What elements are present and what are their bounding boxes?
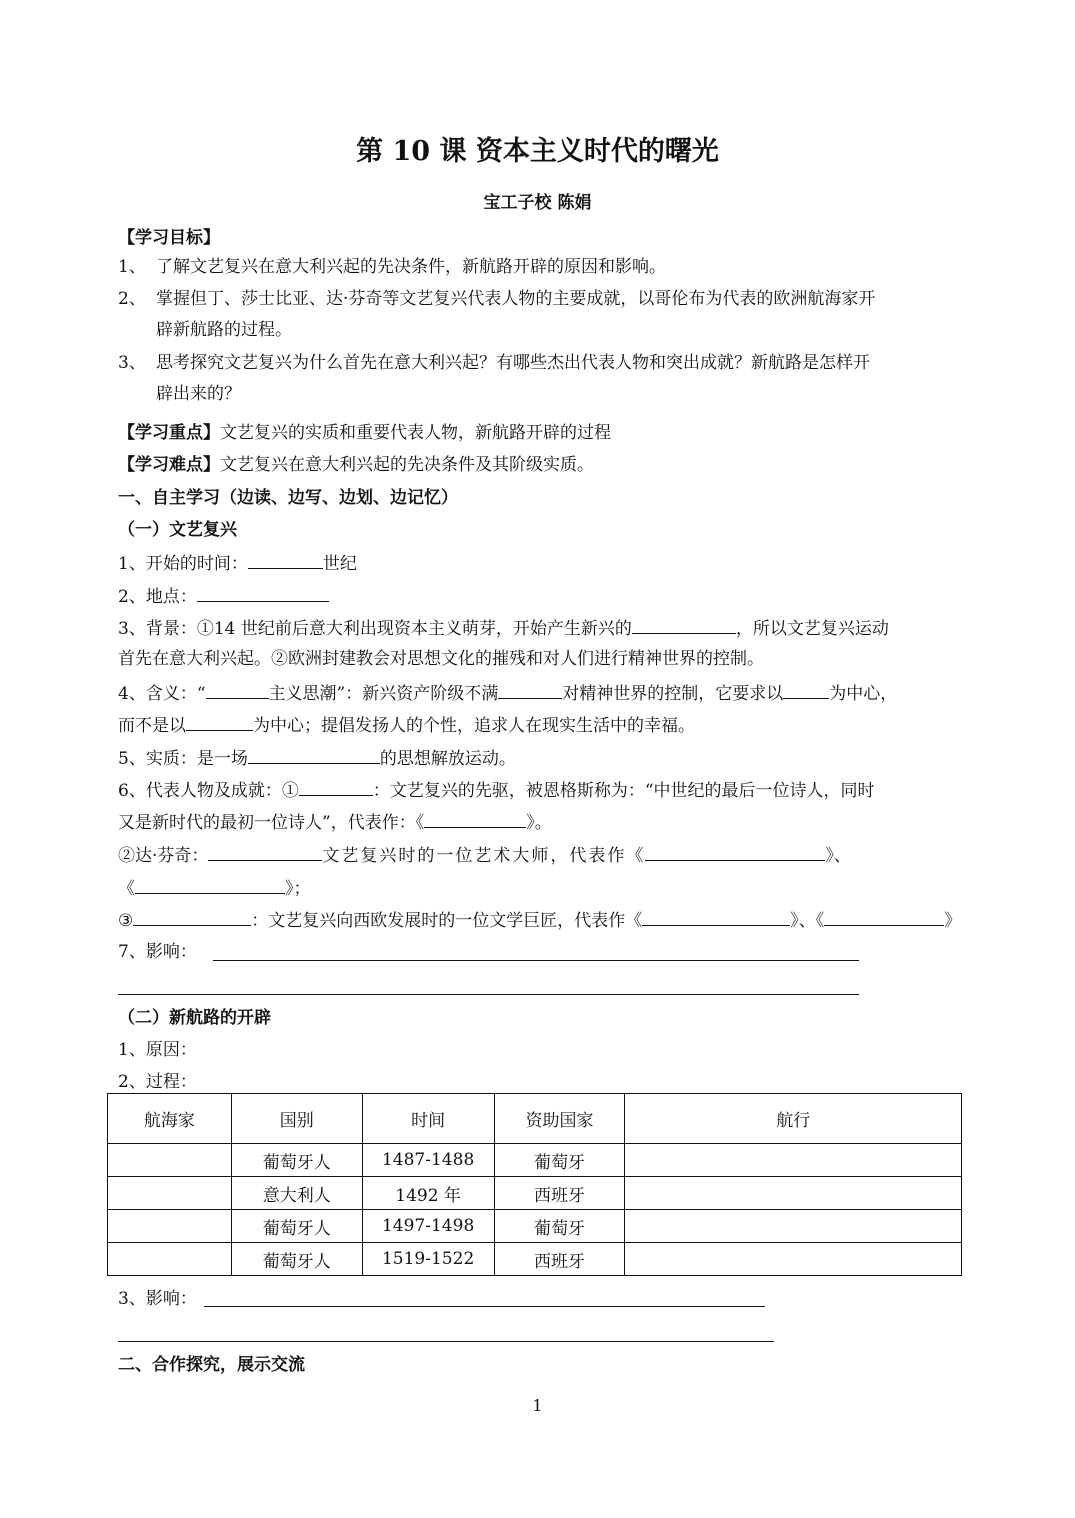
header-nationality: 国别 [231,1094,362,1144]
key-points-text: 文艺复兴的实质和重要代表人物，新航路开辟的过程 [220,423,611,443]
page-number: 1 [532,1396,543,1415]
q3-blank[interactable] [632,616,736,634]
cell-nationality: 葡萄牙人 [231,1210,362,1243]
q6-blank-5[interactable] [135,876,285,894]
table-header-row [108,1094,962,1144]
cell-voyage[interactable] [625,1177,962,1210]
cell-time: 1519-1522 [362,1243,494,1276]
cell-nationality: 意大利人 [231,1177,362,1210]
difficult-points-label: 【学习难点】 [118,455,220,475]
q6-blank-3[interactable] [208,843,322,861]
difficult-points-text: 文艺复兴在意大利兴起的先决条件及其阶级实质。 [220,455,594,475]
table-row [108,1210,962,1243]
q6-blank-7[interactable] [642,908,790,926]
cell-voyage[interactable] [625,1210,962,1243]
cell-time: 1492 年 [362,1177,494,1210]
cell-time: 1497-1498 [362,1210,494,1243]
table-row [108,1177,962,1210]
q7-answer-line-1[interactable] [213,960,859,961]
q6-blank-6[interactable] [133,908,251,926]
n2-process: 2、过程： [118,1072,197,1092]
q6-blank-2[interactable] [424,810,526,828]
objective-3-text-cont: 辟出来的？ [156,384,241,404]
q6-davinci: ②达·芬奇： 文艺复兴时的一位艺术大师，代表作《 》、 [118,843,851,867]
key-points [118,422,611,444]
header-voyage: 航行 [625,1094,962,1144]
q7-influence-label: 7、影响： [118,942,197,962]
q6-blank-1[interactable] [299,778,373,796]
cell-navigator[interactable] [108,1243,232,1276]
cell-sponsor: 西班牙 [494,1177,625,1210]
q3-background-cont: 首先在意大利兴起。②欧洲封建教会对思想文化的摧残和对人们进行精神世界的控制。 [118,649,764,669]
cell-voyage[interactable] [625,1243,962,1276]
q4-meaning-cont: 而不是以 为中心；提倡发扬人的个性，追求人在现实生活中的幸福。 [118,713,695,737]
header-navigator: 航海家 [108,1094,232,1144]
q1-start-time: 1、开始的时间： 世纪 [118,551,357,575]
voyages-table [107,1093,962,1276]
subsection-new-routes: （二）新航路的开辟 [118,1008,271,1028]
cell-nationality: 葡萄牙人 [231,1243,362,1276]
n1-causes: 1、原因： [118,1040,197,1060]
key-points-label: 【学习重点】 [118,423,220,443]
header-sponsor: 资助国家 [494,1094,625,1144]
objective-2-text: 掌握但丁、莎士比亚、达·芬奇等文艺复兴代表人物的主要成就，以哥伦布为代表的欧洲航海家开 [156,289,876,309]
q6-blank-4[interactable] [645,843,825,861]
cell-voyage[interactable] [625,1144,962,1177]
q4-meaning: 4、含义：“ 主义思潮”：新兴资产阶级不满 对精神世界的控制，它要求以 为中心， [118,681,897,705]
table-row [108,1144,962,1177]
q3-background: 3、背景：①14 世纪前后意大利出现资本主义萌芽，开始产生新兴的 ，所以文艺复兴运动 [118,616,889,640]
subsection-renaissance: （一）文艺复兴 [118,520,237,540]
q4-blank-4[interactable] [186,713,253,731]
q2-location: 2、地点： [118,584,329,608]
cell-sponsor: 西班牙 [494,1243,625,1276]
q5-blank[interactable] [248,746,380,764]
objective-1-text: 了解文艺复兴在意大利兴起的先决条件，新航路开辟的原因和影响。 [156,257,666,277]
objective-3-text: 思考探究文艺复兴为什么首先在意大利兴起？有哪些杰出代表人物和突出成就？新航路是怎样开 [156,353,870,373]
q1-blank[interactable] [248,551,323,569]
lesson-title: 第 10 课 资本主义时代的曙光 [356,136,719,167]
objectives-label: 【学习目标】 [118,228,220,248]
header-time: 时间 [362,1094,494,1144]
q4-blank-3[interactable] [783,681,829,699]
n3-answer-line-2[interactable] [118,1341,774,1342]
cell-navigator[interactable] [108,1144,232,1177]
q6-davinci-cont: 《 》； [118,876,311,900]
q7-answer-line-2[interactable] [118,994,859,995]
cell-sponsor: 葡萄牙 [494,1144,625,1177]
cell-time: 1487-1488 [362,1144,494,1177]
cell-nationality: 葡萄牙人 [231,1144,362,1177]
cell-navigator[interactable] [108,1210,232,1243]
n3-answer-line-1[interactable] [204,1306,765,1307]
q2-blank[interactable] [197,584,329,602]
q6-figures-cont: 又是新时代的最初一位诗人”，代表作：《 》。 [118,810,552,834]
q4-blank-1[interactable] [206,681,269,699]
q5-essence: 5、实质：是一场 的思想解放运动。 [118,746,516,770]
q6-figures: 6、代表人物及成就：① ：文艺复兴的先驱，被恩格斯称为：“中世纪的最后一位诗人，同时 [118,778,875,802]
table-row [108,1243,962,1276]
section-2-heading: 二、合作探究，展示交流 [118,1355,305,1375]
difficult-points [118,454,594,476]
q4-blank-2[interactable] [498,681,562,699]
n3-influence-label: 3、影响： [118,1289,197,1309]
objective-2-num: 2、 [118,289,146,309]
q6-blank-8[interactable] [824,908,944,926]
cell-sponsor: 葡萄牙 [494,1210,625,1243]
objective-2-text-cont: 辟新航路的过程。 [156,320,292,340]
section-1-heading: 一、自主学习（边读、边写、边划、边记忆） [118,488,458,508]
q6-third-figure: ③ ：文艺复兴向西欧发展时的一位文学巨匠，代表作《 》、《 》 [118,908,961,932]
objective-1-num: 1、 [118,257,146,277]
author-line: 宝工子校 陈娟 [483,193,592,213]
objective-3-num: 3、 [118,353,146,373]
cell-navigator[interactable] [108,1177,232,1210]
